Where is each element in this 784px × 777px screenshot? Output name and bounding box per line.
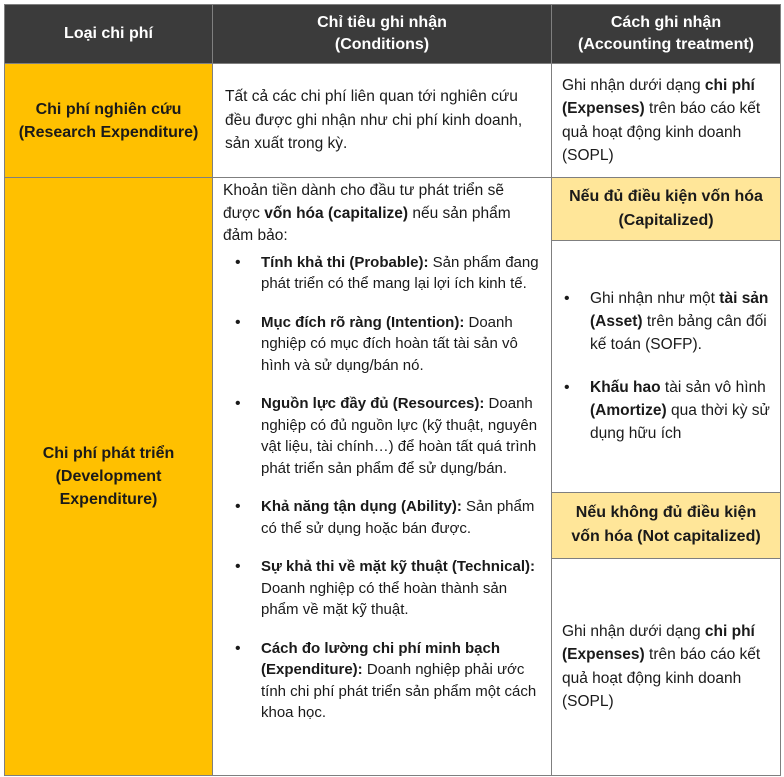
capitalized-amortize-mid: tài sản vô hình xyxy=(660,379,766,396)
research-treatment-cell xyxy=(552,64,781,178)
development-intro xyxy=(223,180,539,248)
capitalized-amortize-post: qua thời kỳ sử dụng hữu ích xyxy=(590,402,770,442)
development-conditions-cell xyxy=(213,178,552,776)
header-conditions-vi: Chỉ tiêu ghi nhận xyxy=(317,14,447,31)
capitalized-asset-item xyxy=(562,287,772,356)
header-cost-type xyxy=(5,5,213,64)
capitalized-heading xyxy=(552,178,780,240)
research-treatment-post: trên báo cáo kết quả hoạt động kinh doanh (SOPL) xyxy=(562,100,761,164)
header-treatment-vi: Cách ghi nhận xyxy=(610,14,722,31)
development-name-en: (Development Expenditure) xyxy=(55,468,162,508)
development-intro-pre: Khoản tiền dành cho đầu tư phát triển sẽ được xyxy=(223,182,504,222)
research-row xyxy=(5,64,781,178)
capitalized-treatment xyxy=(552,240,780,492)
not-capitalized-bold: chi phí (Expenses) xyxy=(562,622,755,664)
condition-text: Doanh nghiệp phải ước tính chi phí phát triển sản phẩm một cách khoa học. xyxy=(261,661,537,721)
not-capitalized-pre: Ghi nhận dưới dạng xyxy=(562,622,705,640)
capitalized-heading-line1: Nếu đủ điều kiện vốn hóa xyxy=(569,187,763,205)
not-capitalized-post: trên báo cáo kết quả hoạt động kinh doanh (SOPL) xyxy=(562,646,761,711)
condition-text: Sản phẩm có thể sử dụng hoặc bán được. xyxy=(261,498,535,537)
condition-probable xyxy=(233,252,539,295)
development-intro-bold: vốn hóa (capitalize) xyxy=(264,204,409,222)
cost-recognition-table xyxy=(4,4,781,776)
header-row xyxy=(5,5,781,64)
research-category-cell xyxy=(5,64,213,178)
development-treatment-subtable xyxy=(552,178,780,775)
capitalized-treatment-list xyxy=(552,287,772,445)
condition-text: Sản phẩm đang phát triển có thể mang lại lợi ích kinh tế. xyxy=(261,253,539,292)
development-name: Chi phí phát triển xyxy=(42,445,175,462)
not-capitalized-heading xyxy=(552,492,780,558)
condition-title: Tính khả thi (Probable): xyxy=(261,253,429,271)
development-intro-post: nếu sản phẩm đảm bảo: xyxy=(223,204,511,244)
not-capitalized-treatment xyxy=(552,558,780,775)
condition-title: Sự khả thi về mặt kỹ thuật (Technical): xyxy=(261,558,535,575)
condition-resources xyxy=(233,393,539,479)
research-treatment-pre: Ghi nhận dưới dạng xyxy=(562,76,705,94)
condition-intention xyxy=(233,312,539,377)
capitalized-amortize-bold1: Khấu hao xyxy=(590,379,661,396)
header-conditions-en: (Conditions) xyxy=(334,36,430,53)
research-conditions-cell xyxy=(213,64,552,178)
condition-text: Doanh nghiệp có thể hoàn thành sản phẩm về mặt kỹ thuật. xyxy=(261,579,508,618)
condition-text: Doanh nghiệp có đủ nguồn lực (kỹ thuật, nguyên vật liệu, tài chính…) để hoàn tất quá trình phát triển sản phẩm để sử dụng/bán. xyxy=(261,395,538,477)
capitalized-asset-pre: Ghi nhận như một xyxy=(590,290,720,307)
research-treatment-bold: chi phí (Expenses) xyxy=(562,76,755,117)
condition-ability xyxy=(233,496,539,539)
header-conditions xyxy=(213,5,552,64)
research-name-en: (Research Expenditure) xyxy=(18,123,199,141)
capitalized-heading-line2: (Capitalized) xyxy=(618,211,714,229)
capitalized-asset-bold: tài sản (Asset) xyxy=(590,290,769,330)
development-treatment-cell xyxy=(552,178,781,776)
header-treatment-en: (Accounting treatment) xyxy=(578,36,754,53)
condition-technical xyxy=(233,556,539,621)
development-category-cell xyxy=(5,178,213,776)
condition-expenditure xyxy=(233,638,539,724)
condition-title: Nguồn lực đầy đủ (Resources): xyxy=(261,395,485,412)
condition-text: Doanh nghiệp có mục đích hoàn tất tài sản vô hình và sử dụng/bán nó. xyxy=(261,313,518,374)
header-treatment xyxy=(552,5,781,64)
condition-title: Khả năng tận dụng (Ability): xyxy=(261,498,462,515)
development-row xyxy=(5,178,781,776)
capitalized-amortize-bold2: (Amortize) xyxy=(590,402,667,419)
research-conditions-text: Tất cả các chi phí liên quan tới nghiên cứu đều được ghi nhận như chi phí kinh doanh, sản xuất trong kỳ. xyxy=(225,88,523,153)
development-condition-list xyxy=(223,252,539,724)
research-name: Chi phí nghiên cứu xyxy=(35,100,182,118)
capitalized-asset-post: trên bảng cân đối kế toán (SOFP). xyxy=(590,313,767,353)
capitalized-amortize-item xyxy=(562,376,772,445)
not-capitalized-heading-line2: vốn hóa (Not capitalized) xyxy=(571,528,761,545)
header-cost-type-label: Loại chi phí xyxy=(64,25,153,42)
condition-title: Cách đo lường chi phí minh bạch (Expenditure): xyxy=(261,639,501,678)
condition-title: Mục đích rõ ràng (Intention): xyxy=(261,313,465,331)
not-capitalized-heading-line1: Nếu không đủ điều kiện xyxy=(575,504,757,521)
